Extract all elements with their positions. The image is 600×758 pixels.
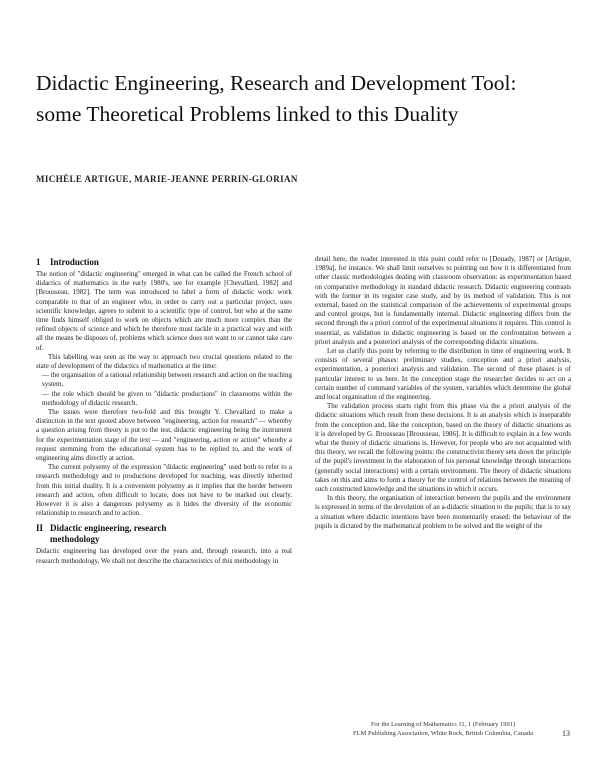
section-heading-research-methodology (36, 523, 292, 545)
paragraph: The notion of "didactic engineering" emerged in what can be called the French school of didactics of mathematics in the early 1980's, see for example [Chevallard, 1982] and [Brousseau, 1982]. The term was introduced to label a form of didactic work: work comparable to that of an engineer who, in order to carry out a particular project, uses scientific knowledge, agrees to submit to a scientific type of control, but who at the same time finds himself obliged to work on objects which are much more complex than the refined objects of science and which he therefore must tackle in a practical way and with all the means he disposes of, problems which science does not want to or cannot take care of. (36, 270, 292, 352)
paragraph: Let us clarify this point by referring to the distribution in time of engineering work. It consists of several phases: preliminary studies, conception and a priori analysis, experimentation, a posteriori analysis and validation. The second of these phases is of particular interest to us here. In the conception stage the researcher decides to act on a certain number of command variables of the system, variables which determine the global and local organisation of the engineering. (315, 347, 571, 402)
article-authors: MICHÈLE ARTIGUE, MARIE-JEANNE PERRIN-GLORIAN (36, 174, 298, 184)
paragraph: Didactic engineering has developed over the years and, through research, into a real research methodology. We shall not describe the characteristics of this methodology in (36, 547, 292, 565)
article-title: Didactic Engineering, Research and Development Tool: some Theoretical Problems linked to this Duality (36, 71, 517, 126)
section-title: Didactic engineering, research (50, 523, 167, 534)
page-number: 13 (562, 729, 570, 738)
list-item: — the organisation of a rational relationship between research and action on the teaching system, (42, 371, 292, 389)
footer-publisher: FLM Publishing Association, White Rock, British Columbia, Canada (352, 730, 534, 737)
paragraph: detail here, the reader interested in this point could refer to [Douady, 1987] or [Artigue, 1989a], for instance. We shall limit ourselves to pointing out how it is differentiated from other classic methodologies dealing with classroom observation: as experimentation based on comparative methodology in standard didactic research. Didactic engineering contrasts with the former in its register case study, and by its method of validation. This is not external, based on the statistical comparison of the achievements of experimental groups and control groups, but is fundamentally internal. Didactic engineering differs from the second through the a priori control of the experimental situations it requires. This control is essential, as validation in didactic engineering is based on the confrontation between a priori analysis and a posteriori analysis of the corresponding didactic situations. (315, 255, 571, 346)
journal-footer (316, 720, 570, 738)
paragraph: The validation process starts right from this phase via the a priori analysis of the didactic situations which result from these decisions. It is an analysis which is inseparable from the conception and, like the conception, based on the theory of didactic situations as it is developed by G. Brousseau [Brousseau, 1986]. It is difficult to explain in a few words what the theory of didactic situations is. However, for people who are not acquainted with this theory, we recall the following points: the constructivist theory sets down the principle of the pupil's investment in the elaboration of his personal knowledge through interactions (generally social interactions) with a certain environment. The theory of didactic situations takes on this and aims to form a theory for the control of relations between the meaning of such constructed knowledge and the situations in which it occurs. (315, 402, 571, 494)
footer-citation: For the Learning of Mathematics 11, 1 (February 1991) (370, 721, 516, 728)
paragraph: The issues were therefore two-fold and this brought Y. Chevallard to make a distinction in the text quoted above between "engineering, action for research" — whereby a question arising from theory is put to the test, didactic engineering being the instrument for the experimentation stage of the text — and "engineering, action or action" whereby a request stemming from the educational system has to be replied to, and the work of engineering aims directly at action. (36, 408, 292, 463)
section-heading-introduction (36, 257, 292, 268)
left-column (36, 252, 292, 566)
section-title: Introduction (50, 257, 99, 267)
section-title-continued: methodology (50, 534, 100, 545)
paragraph: In this theory, the organisation of interaction between the pupils and the environment is expressed in terms of the devolution of an a-didactic situation to the pupils; that is to say a situation where didactic intentions have been momentarily erased: the behaviour of the pupils is dictated by the mathematical problem to be solved and the weight of the (315, 494, 571, 530)
section-number: II (36, 523, 44, 534)
list-item: — the role which should be given to "didactic productions" in classrooms within the methodology of didactic research. (42, 389, 292, 407)
paragraph: The current polysemy of the expression "didactic engineering" used both to refer to a research methodology and to productions developed for teaching, was directly inherited from this initial duality. It is a convenient polysemy as it implies that the border between research and action, often difficult to locate, does not have to be marked out clearly. However it is also a dangerous polysemy as it hides the diversity of the economic relationship to research and to action. (36, 463, 292, 518)
section-number: 1 (36, 257, 41, 267)
right-column (315, 255, 571, 531)
paragraph: This labelling was seen as the way to approach two crucial questions related to the state of development of the didactics of mathematics at the time: (36, 352, 292, 371)
